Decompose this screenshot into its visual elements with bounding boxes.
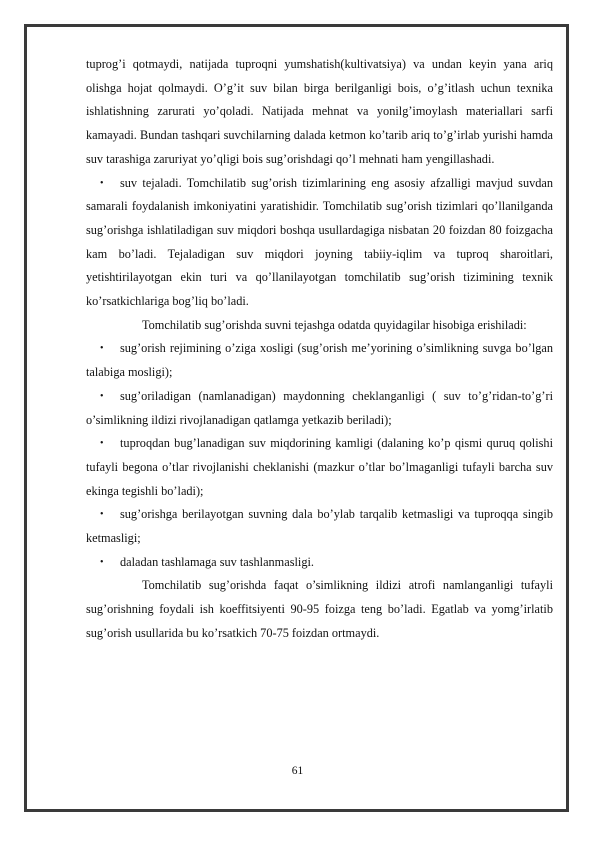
bullet-item-area (86, 385, 553, 432)
bullet-icon: • (100, 509, 104, 521)
bullet-text: sug’orish rejimining o’ziga xosligi (sug’orish me’yorining o’simlikning suvga bo’lgan talabiga mosligi); (86, 341, 553, 380)
bullet-item-spreading (86, 503, 553, 550)
page-number: 61 (291, 765, 304, 777)
bullet-text: suv tejaladi. Tomchilatib sug’orish tizimlarining eng asosiy afzalligi mavjud suvdan samarali foydalanish imkoniyatini yaratishidir. Tomchilatib sug’orish tizimlari qo’llanilganda sug’orishga ishlatiladigan suv miqdori boshqa usullardagiga nisbatan 20 foizdan 80 foizgacha kam bo’ladi. Tejaladigan suv miqdori joyning tabiiy-iqlim va tuproq sharoitlari, yetishtirilayotgan ekin turi va qo’llanilayotgan tomchilatib sug’orish tizimining texnik ko’rsatkichlariga bog’liq bo’ladi. (86, 175, 553, 309)
bullet-item-discharge (86, 551, 553, 575)
bullet-icon: • (100, 556, 104, 568)
bullet-icon: • (100, 343, 104, 355)
bullet-text: daladan tashlamaga suv tashlanmasligi. (120, 554, 314, 569)
bullet-text: tuproqdan bug’lanadigan suv miqdorining kamligi (dalaning ko’p qismi quruq qolishi tufayli begona o’tlar rivojlanishi cheklanishi (mazkur o’tlar bo’lmaganligi tufayli barcha suv ekinga tegishli bo’ladi); (86, 436, 553, 498)
paragraph-intro: tuprog’i qotmaydi, natijada tuproqni yumshatish(kultivatsiya) va undan keyin yana ariq olishga hojat qolmaydi. O’g’it suv bilan birga berilganligi bois, o’g’itlash uchun texnika ishlatishning zarurati yo’qoladi. Natijada mehnat va yonilg’imoylash materiallari sarfi kamayadi. Bundan tashqari suvchilarning dalada ketmon ko’tarib ariq to’g’irlab yurishi hamda suv tarashiga zaruriyat yo’qligi bois sug’orishdagi qo’l mehnati ham yengillashadi. (86, 57, 553, 166)
bullet-item-water-saving (86, 172, 553, 314)
paragraph-conclusion: Tomchilatib sug’orishda faqat o’simlikning ildizi atrofi namlanganligi tufayli sug’orishning foydali ish koeffitsiyenti 90-95 foizga teng bo’ladi. Egatlab va yomg’irlatib sug’orish usullarida bu ko’rsatkich 70-75 foizdan ortmaydi. (86, 578, 553, 640)
bullet-icon: • (100, 177, 104, 189)
bullet-text: sug’orishga berilayotgan suvning dala bo’ylab tarqalib ketmasligi va tuproqqa singib ketmasligi; (86, 507, 553, 546)
bullet-icon: • (100, 390, 104, 402)
bullet-icon: • (100, 438, 104, 450)
paragraph-lead: Tomchilatib sug’orishda suvni tejashga odatda quyidagilar hisobiga erishiladi: (142, 317, 527, 332)
bullet-text: sug’oriladigan (namlanadigan) maydonning cheklanganligi ( suv to’g’ridan-to’g’ri o’simlikning ildizi rivojlanadigan qatlamga yetkazib beriladi); (86, 388, 553, 427)
bullet-item-evaporation (86, 432, 553, 503)
document-body (86, 53, 553, 646)
bullet-item-regime (86, 337, 553, 384)
